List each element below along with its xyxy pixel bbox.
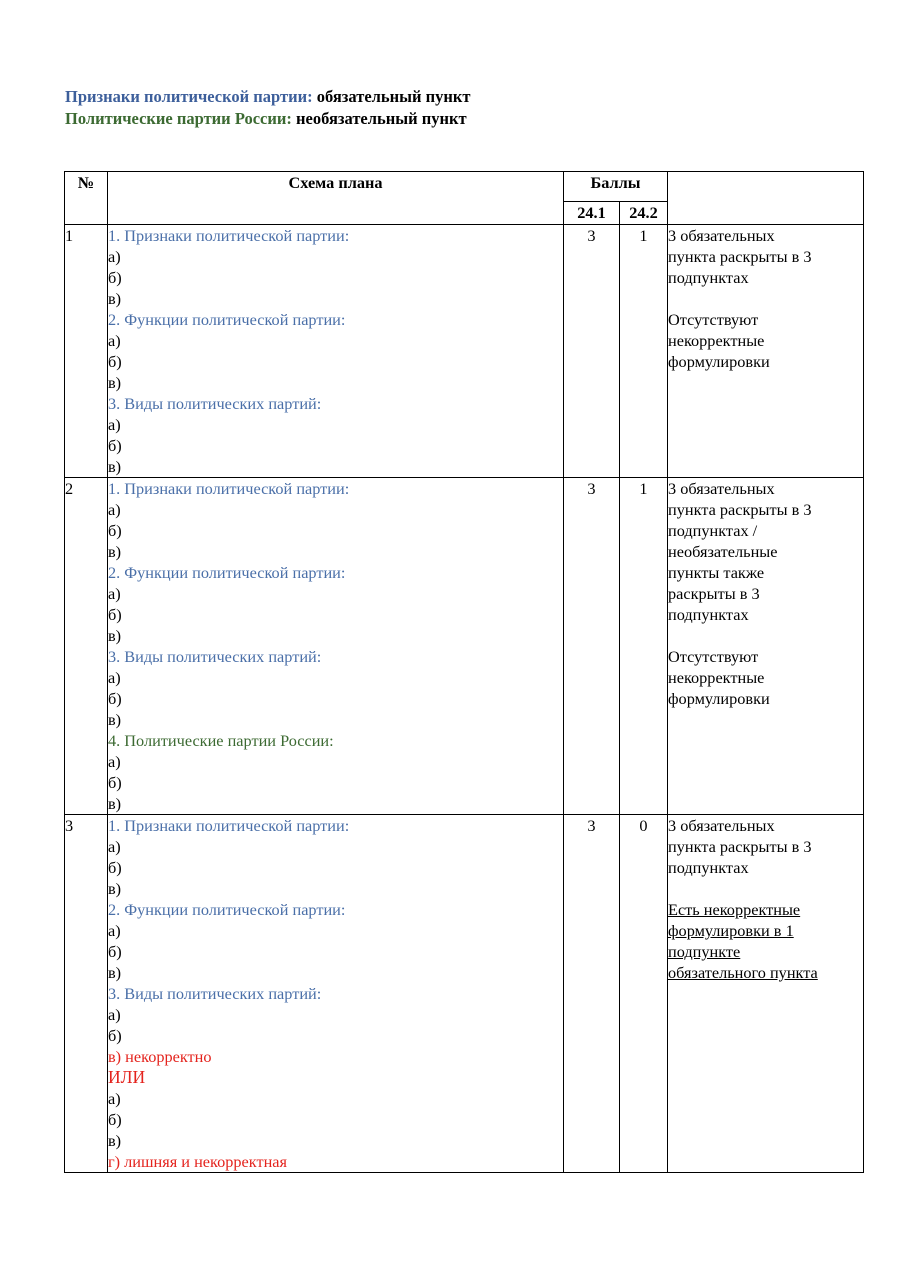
plan-subitem: а) — [108, 415, 121, 434]
plan-subitem: б) — [108, 689, 122, 708]
header-line-2-label: Политические партии России: — [65, 109, 292, 128]
table-header-row — [65, 172, 864, 202]
plan-table — [64, 171, 864, 1173]
plan-subitem: в) — [108, 457, 122, 476]
note-line: Отсутствуют — [668, 647, 759, 666]
note-line: формулировки — [668, 689, 770, 708]
note-line: пункта раскрыты в 3 — [668, 500, 812, 519]
column-header-24-1: 24.1 — [564, 201, 620, 224]
row-number: 2 — [65, 478, 108, 815]
plan-subitem: а) — [108, 752, 121, 771]
plan-subitem: б) — [108, 1110, 122, 1129]
note-line: подпунктах — [668, 605, 749, 624]
note-line: формулировки в 1 — [668, 921, 794, 940]
plan-subitem: в) — [108, 289, 122, 308]
note-line: пункта раскрыты в 3 — [668, 247, 812, 266]
plan-item-title: 1. Признаки политической партии: — [108, 226, 350, 245]
plan-item-title: 3. Виды политических партий: — [108, 984, 322, 1003]
note-line: некорректные — [668, 331, 765, 350]
plan-item-title: 2. Функции политической партии: — [108, 900, 346, 919]
note-line: формулировки — [668, 352, 770, 371]
note-line: 3 обязательных — [668, 816, 775, 835]
column-header-scheme: Схема плана — [108, 172, 564, 225]
note-line: пункта раскрыты в 3 — [668, 837, 812, 856]
plan-subitem: а) — [108, 247, 121, 266]
plan-subitem: а) — [108, 331, 121, 350]
plan-subitem: б) — [108, 858, 122, 877]
note-line: подпунктах / — [668, 521, 758, 540]
plan-subitem: б) — [108, 352, 122, 371]
plan-subitem: б) — [108, 1026, 122, 1045]
or-label: ИЛИ — [108, 1067, 146, 1087]
plan-subitem: б) — [108, 605, 122, 624]
plan-subitem: а) — [108, 1005, 121, 1024]
score-24-2: 1 — [620, 478, 668, 815]
plan-item-title: 2. Функции политической партии: — [108, 310, 346, 329]
plan-subitem: в) — [108, 373, 122, 392]
note-line: раскрыты в 3 — [668, 584, 760, 603]
note-line: необязательные — [668, 542, 778, 561]
column-header-num: № — [65, 172, 108, 225]
plan-item-title: 1. Признаки политической партии: — [108, 479, 350, 498]
incorrect-subitem: в) некорректно — [108, 1047, 212, 1066]
plan-subitem: в) — [108, 542, 122, 561]
plan-subitem: а) — [108, 921, 121, 940]
note-line: подпунктах — [668, 268, 749, 287]
plan-subitem: б) — [108, 942, 122, 961]
note-line: обязательного пункта — [668, 963, 818, 982]
score-note — [668, 225, 864, 478]
plan-item-title: 4. Политические партии России: — [108, 731, 334, 750]
score-note — [668, 815, 864, 1173]
plan-item-title: 2. Функции политической партии: — [108, 563, 346, 582]
extra-subitem: г) лишняя и некорректная — [108, 1152, 287, 1171]
score-24-2: 1 — [620, 225, 668, 478]
page-header — [65, 86, 471, 130]
plan-subitem: б) — [108, 521, 122, 540]
note-line: пункты также — [668, 563, 765, 582]
note-line: Отсутствуют — [668, 310, 759, 329]
plan-scheme — [108, 815, 564, 1173]
row-number: 3 — [65, 815, 108, 1173]
plan-subitem: в) — [108, 963, 122, 982]
note-line: Есть некорректные — [668, 900, 801, 919]
plan-subitem: а) — [108, 500, 121, 519]
plan-subitem: а) — [108, 1089, 121, 1108]
header-line-2-value: необязательный пункт — [291, 109, 467, 128]
plan-scheme — [108, 478, 564, 815]
plan-subitem: в) — [108, 626, 122, 645]
header-line-1-value: обязательный пункт — [312, 87, 471, 106]
plan-subitem: а) — [108, 668, 121, 687]
column-header-24-2: 24.2 — [620, 201, 668, 224]
plan-subitem: в) — [108, 710, 122, 729]
table-row — [65, 225, 864, 478]
column-header-note — [668, 172, 864, 225]
note-line: подпунктах — [668, 858, 749, 877]
plan-item-title: 3. Виды политических партий: — [108, 647, 322, 666]
score-24-1: 3 — [564, 225, 620, 478]
plan-scheme — [108, 225, 564, 478]
header-line-1-label: Признаки политической партии: — [65, 87, 313, 106]
plan-item-title: 1. Признаки политической партии: — [108, 816, 350, 835]
plan-subitem: а) — [108, 584, 121, 603]
header-line-2 — [65, 108, 471, 130]
note-line: некорректные — [668, 668, 765, 687]
score-24-1: 3 — [564, 478, 620, 815]
note-line: 3 обязательных — [668, 479, 775, 498]
header-line-1 — [65, 86, 471, 108]
score-note — [668, 478, 864, 815]
table-row — [65, 478, 864, 815]
plan-subitem: а) — [108, 837, 121, 856]
column-header-balls: Баллы — [564, 172, 668, 202]
score-24-2: 0 — [620, 815, 668, 1173]
plan-item-title: 3. Виды политических партий: — [108, 394, 322, 413]
plan-subitem: б) — [108, 436, 122, 455]
plan-subitem: б) — [108, 773, 122, 792]
score-24-1: 3 — [564, 815, 620, 1173]
plan-subitem: в) — [108, 879, 122, 898]
note-line: подпункте — [668, 942, 741, 961]
plan-subitem: в) — [108, 1131, 122, 1150]
plan-subitem: б) — [108, 268, 122, 287]
plan-subitem: в) — [108, 794, 122, 813]
note-line: 3 обязательных — [668, 226, 775, 245]
table-row — [65, 815, 864, 1173]
row-number: 1 — [65, 225, 108, 478]
